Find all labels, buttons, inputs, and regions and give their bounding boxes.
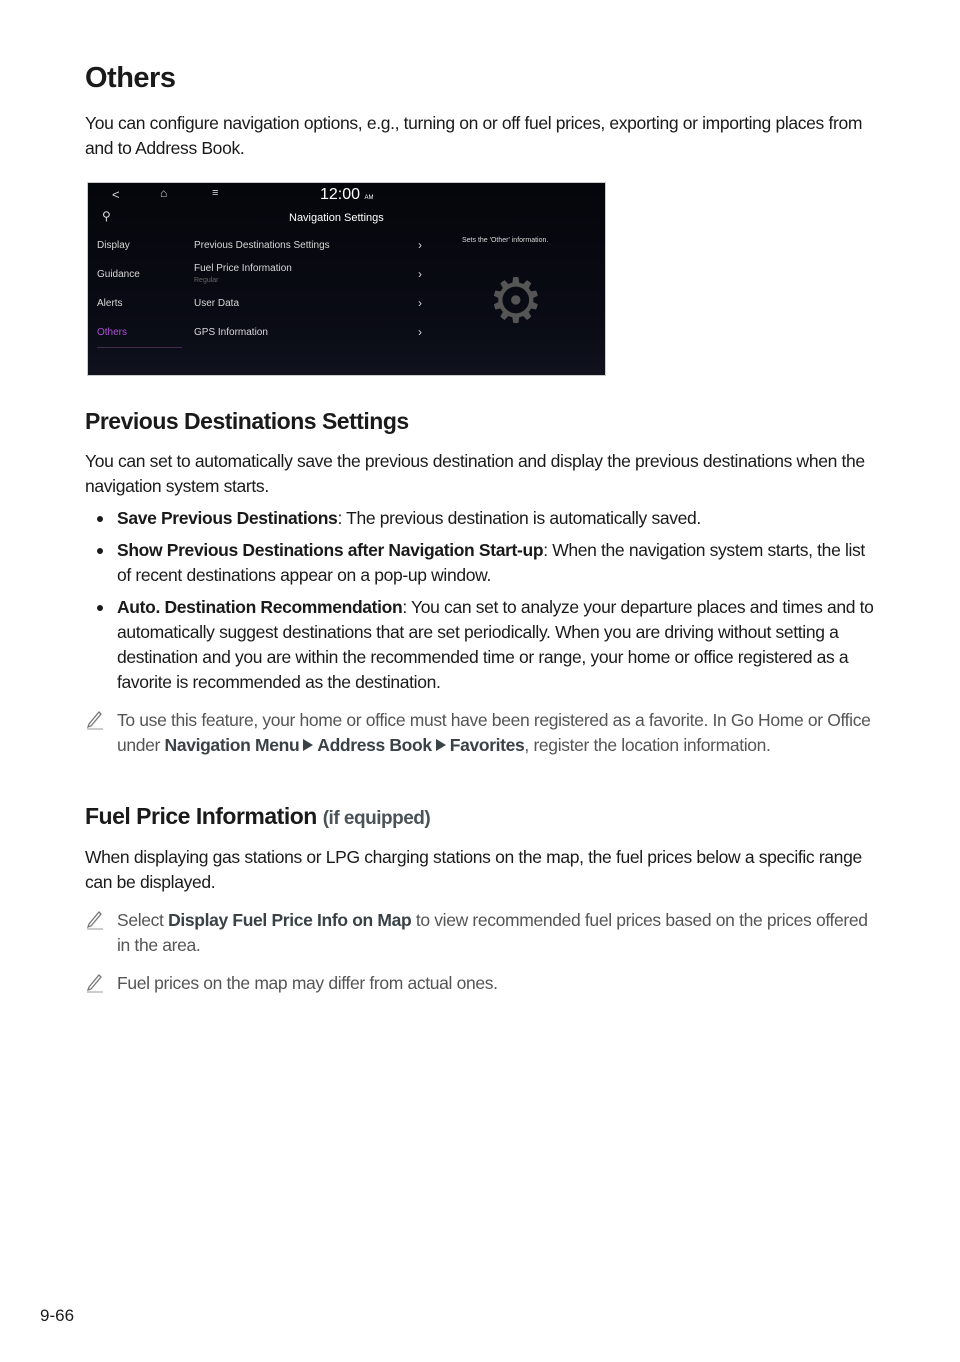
chevron-right-icon: › — [418, 325, 422, 339]
item-fuel-price-sub: Regular — [194, 277, 219, 284]
arrow-right-icon — [303, 739, 313, 751]
item-gps: GPS Information — [194, 327, 268, 338]
clock: 12:00 AM — [320, 186, 374, 203]
previous-text: You can set to automatically save the previous destination and display the previous destinations when the navigation system starts. — [85, 451, 865, 496]
tab-display: Display — [97, 240, 130, 251]
chevron-right-icon: › — [418, 267, 422, 281]
fuel-text: When displaying gas stations or LPG charging stations on the map, the fuel prices below a specific range can be displayed. — [85, 847, 862, 892]
bullet-item: Auto. Destination Recommendation: You can set to analyze your departure places and times and to automatically suggest destinations that are set periodically. When you are driving without setting a destination and you are within the recommended time or range, your home or office registered as a favorite is recommended as the destination. — [117, 595, 877, 695]
back-icon: < — [112, 187, 120, 202]
item-previous-destinations: Previous Destinations Settings — [194, 240, 330, 251]
menu-icon: ≡ — [212, 187, 219, 199]
tab-underline — [97, 347, 182, 348]
bullet-item: Save Previous Destinations: The previous destination is automatically saved. — [117, 506, 877, 531]
info-text: Sets the 'Other' information. — [462, 237, 549, 244]
tab-guidance: Guidance — [97, 269, 140, 280]
section-heading-fuel: Fuel Price Information (if equipped) — [85, 803, 431, 829]
home-icon: ⌂ — [160, 186, 168, 200]
pencil-icon — [85, 971, 105, 993]
screen-header: Navigation Settings — [289, 212, 384, 224]
navigation-settings-screenshot — [87, 182, 606, 376]
note: Select Display Fuel Price Info on Map to view recommended fuel prices based on the prices offered in the area. — [117, 908, 877, 958]
note: Fuel prices on the map may differ from actual ones. — [117, 971, 877, 996]
chevron-right-icon: › — [418, 296, 422, 310]
page-number: 9-66 — [40, 1306, 75, 1325]
item-user-data: User Data — [194, 298, 240, 309]
bullet-item: Show Previous Destinations after Navigation Start-up: When the navigation system starts, the list of recent destinations appear on a pop-up window. — [117, 538, 877, 588]
pencil-icon — [85, 708, 105, 730]
item-fuel-price: Fuel Price Information — [194, 263, 292, 274]
search-icon: ⚲ — [102, 209, 111, 223]
intro-text: You can configure navigation options, e.g., turning on or off fuel prices, exporting or importing places from and to Address Book. — [85, 113, 863, 158]
arrow-right-icon — [436, 739, 446, 751]
gear-icon: ⚙ — [488, 267, 544, 336]
pencil-icon — [85, 908, 105, 930]
note: To use this feature, your home or office must have been registered as a favorite. In Go Home or Office under Navigation Menu Address Book Favorites, register the location information. — [117, 708, 877, 758]
tab-others: Others — [97, 327, 128, 338]
section-heading-previous: Previous Destinations Settings — [85, 408, 409, 434]
tab-alerts: Alerts — [97, 298, 123, 309]
chevron-right-icon: › — [418, 238, 422, 252]
page-title: Others — [85, 62, 176, 94]
